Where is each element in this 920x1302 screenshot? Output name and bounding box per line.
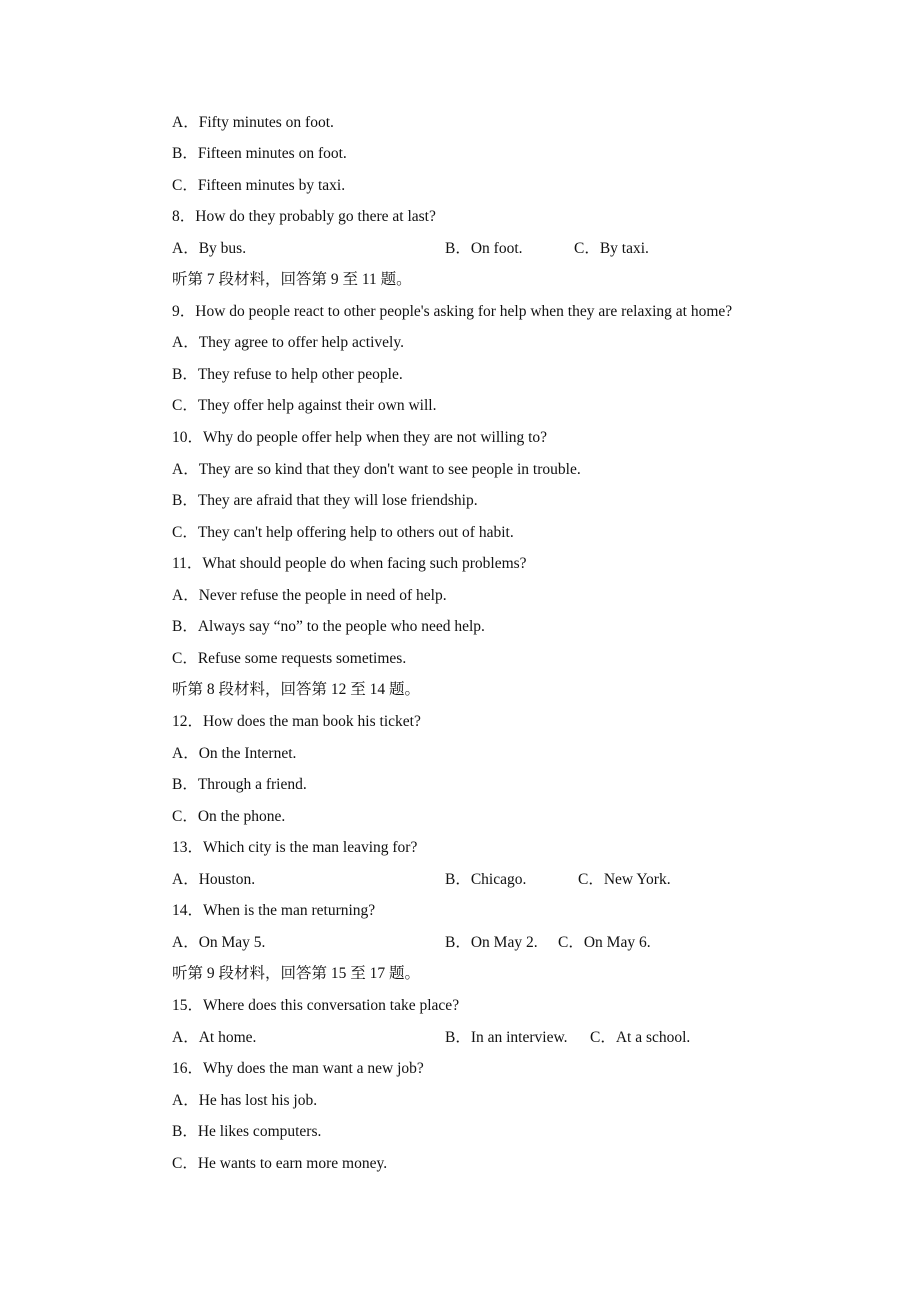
q8-option-b: B．On foot.	[445, 240, 523, 257]
q14-option-c: C．On May 6.	[558, 934, 651, 951]
question-12: 12．How does the man book his ticket?	[172, 713, 421, 730]
q12-option-c: C．On the phone.	[172, 808, 286, 825]
question-9: 9．How do people react to other people's asking for help when they are relaxing at home?	[172, 303, 733, 320]
question-11: 11．What should people do when facing such problems?	[172, 555, 527, 572]
q9-option-b: B．They refuse to help other people.	[172, 366, 403, 383]
q11-option-b: B．Always say “no” to the people who need help.	[172, 618, 485, 635]
question-10: 10．Why do people offer help when they are not willing to?	[172, 429, 548, 446]
q11-option-a: A．Never refuse the people in need of help.	[172, 587, 447, 604]
q13-option-c: C．New York.	[578, 871, 671, 888]
q11-option-c: C．Refuse some requests sometimes.	[172, 650, 407, 667]
q10-option-b: B．They are afraid that they will lose friendship.	[172, 492, 478, 509]
q7-option-a: A．Fifty minutes on foot.	[172, 114, 334, 131]
section-heading-7: 听第 7 段材料，回答第 9 至 11 题。	[172, 271, 412, 288]
q9-option-c: C．They offer help against their own will.	[172, 397, 437, 414]
q14-option-b: B．On May 2.	[445, 934, 538, 951]
q7-option-b: B．Fifteen minutes on foot.	[172, 145, 347, 162]
q14-option-a: A．On May 5.	[172, 934, 266, 951]
q15-option-c: C．At a school.	[590, 1029, 691, 1046]
q10-option-c: C．They can't help offering help to others out of habit.	[172, 524, 514, 541]
q16-option-b: B．He likes computers.	[172, 1123, 322, 1140]
q13-option-b: B．Chicago.	[445, 871, 527, 888]
q16-option-a: A．He has lost his job.	[172, 1092, 318, 1109]
question-14: 14．When is the man returning?	[172, 902, 376, 919]
q15-option-a: A．At home.	[172, 1029, 257, 1046]
section-heading-8: 听第 8 段材料，回答第 12 至 14 题。	[172, 681, 421, 698]
q8-option-a: A．By bus.	[172, 240, 247, 257]
section-heading-9: 听第 9 段材料，回答第 15 至 17 题。	[172, 965, 421, 982]
q9-option-a: A．They agree to offer help actively.	[172, 334, 404, 351]
question-8: 8．How do they probably go there at last?	[172, 208, 436, 225]
q12-option-a: A．On the Internet.	[172, 745, 297, 762]
q15-option-b: B．In an interview.	[445, 1029, 568, 1046]
q10-option-a: A．They are so kind that they don't want to see people in trouble.	[172, 461, 581, 478]
question-16: 16．Why does the man want a new job?	[172, 1060, 424, 1077]
q8-option-c: C．By taxi.	[574, 240, 649, 257]
q7-option-c: C．Fifteen minutes by taxi.	[172, 177, 346, 194]
q16-option-c: C．He wants to earn more money.	[172, 1155, 388, 1172]
question-15: 15．Where does this conversation take place?	[172, 997, 460, 1014]
question-13: 13．Which city is the man leaving for?	[172, 839, 418, 856]
q13-option-a: A．Houston.	[172, 871, 256, 888]
q12-option-b: B．Through a friend.	[172, 776, 307, 793]
